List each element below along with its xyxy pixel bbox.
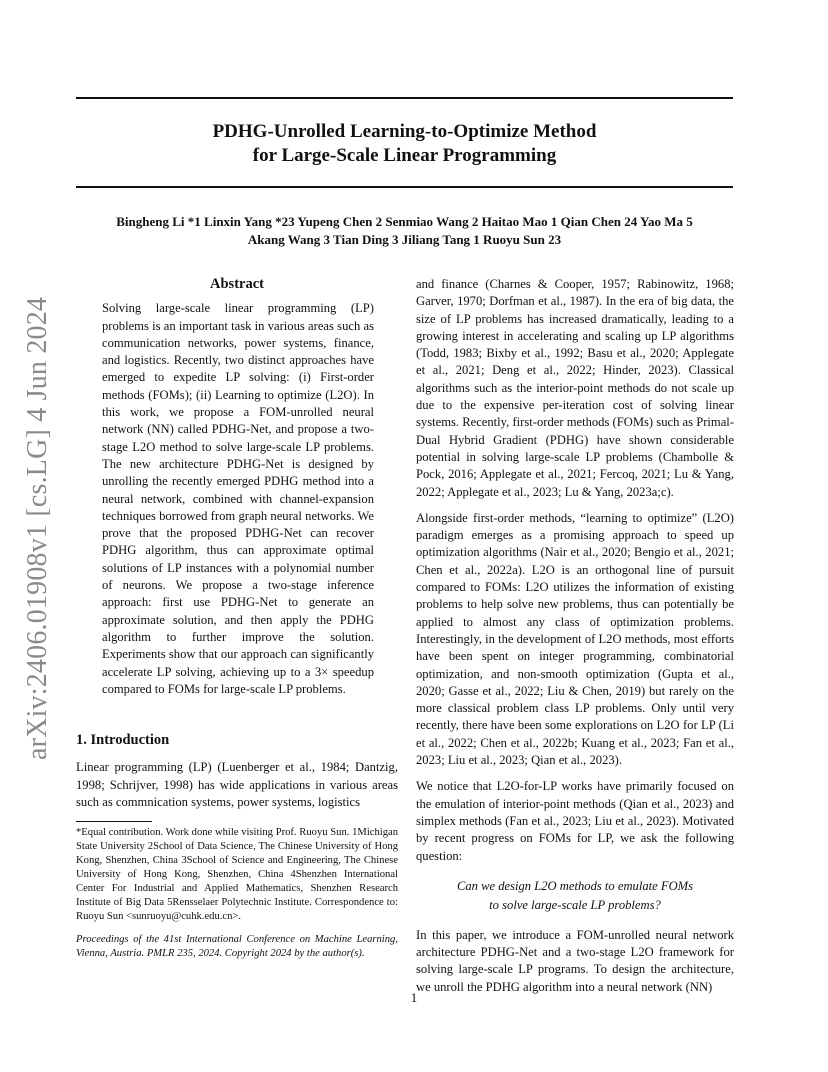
right-paragraph-2: Alongside first-order methods, “learning to optimize” (L2O) paradigm emerges as a promising approach to speed up optimization algorithms (Nair et al., 2020; Bengio et al., 2021; Chen et al., 2022a). L2O is an orthogonal line of pursuit compared to FOMs: L2O utilizes the information of existing problems to help solve new problems, thus can potentially be applied to almost any class of optimization problems. Interestingly, in the development of L2O methods, most efforts have been spent on integer programming, combinatorial optimization, and non-smooth optimization (Gupta et al., 2020; Gasse et al., 2022; Liu & Chen, 2019) but rarely on the more classical problem class LP problems. Only until very recently, there have been some explorations on L2O for LP (Li et al., 2022; Chen et al., 2022b; Kuang et al., 2023; Fan et al., 2023; Liu et al., 2023; Qian et al., 2023).	[416, 510, 734, 768]
authors-line-1: Bingheng Li *1 Linxin Yang *23 Yupeng Chen 2 Senmiao Wang 2 Haitao Mao 1 Qian Chen 24 Yao Ma 5	[116, 214, 693, 229]
left-column	[76, 276, 398, 961]
author-list	[76, 213, 733, 249]
right-paragraph-1: and finance (Charnes & Cooper, 1957; Rabinowitz, 1968; Garver, 1970; Dorfman et al., 1987). In the era of big data, the size of LP problems has increased dramatically, leading to a growing interest in accelerating and scaling up LP algorithms (Todd, 1983; Bixby et al., 1992; Basu et al., 2020; Applegate et al., 2021; Deng et al., 2022; Hinder, 2023). Classical algorithms such as the interior-point methods do not scale up due to the expensive per-iteration cost of solving linear systems. Recently, first-order methods (FOMs) such as Primal-Dual Hybrid Gradient (PDHG) have shown considerable potential in solving large-scale LP problems (Chambolle & Pock, 2016; Applegate et al., 2021; Fercoq, 2021; Lu & Yang, 2022; Applegate et al., 2023; Lu & Yang, 2023a;c).	[416, 277, 734, 499]
abstract-text: Solving large-scale linear programming (LP) problems is an important task in various areas such as communication networks, power systems, finance, and logistics. Recently, two distinct approaches have emerged to expedite LP solving: (i) First-order methods (FOMs); (ii) Learning to optimize (L2O). In this work, we propose a FOM-unrolled neural network (NN) called PDHG-Net, and propose a two-stage L2O method to solve large-scale LP problems. The new architecture PDHG-Net is designed by unrolling the recently emerged PDHG method into a neural network, combined with channel-expansion techniques borrowed from graph neural networks. We prove that the proposed PDHG-Net can recover PDHG algorithm, thus can approximate optimal solutions of LP instances with a polynomial number of neurons. We propose a two-stage inference approach: first use PDHG-Net to generate an approximate solution, and then apply the PDHG algorithm to further improve the solution. Experiments show that our approach can significantly accelerate LP solving, achieving up to a 3× speedup compared to FOMs for large-scale LP problems.	[102, 301, 374, 696]
title-line-2: for Large-Scale Linear Programming	[252, 145, 557, 166]
proceedings-footnote: Proceedings of the 41st International Conference on Machine Learning, Vienna, Austria. PMLR 235, 2024. Copyright 2024 by the author(s).	[76, 934, 398, 960]
footnote-rule	[76, 821, 152, 822]
title-rule-top	[76, 97, 733, 99]
right-paragraph-4: In this paper, we introduce a FOM-unrolled neural network architecture PDHG-Net and a two-stage L2O framework for solving large-scale LP programs. To design the architecture, we unroll the PDHG algorithm into a neural network (NN)	[416, 927, 734, 994]
intro-paragraph-1: Linear programming (LP) (Luenberger et al., 1984; Dantzig, 1998; Schrijver, 1998) has wide applications in various areas such as commnication systems, power systems, logistics	[76, 760, 398, 810]
authors-line-2: Akang Wang 3 Tian Ding 3 Jiliang Tang 1 Ruoyu Sun 23	[247, 232, 562, 247]
right-column	[416, 276, 734, 996]
introduction-heading: 1. Introduction	[76, 732, 170, 749]
affiliation-footnote: *Equal contribution. Work done while visiting Prof. Ruoyu Sun. 1Michigan State University 2School of Data Science, The Chinese University of Hong Kong, Shenzhen, China 3School of Science and Engineering, The Chinese University of Hong Kong, Shenzhen, China 4Shenzhen International Center For Industrial and Applied Mathematics, Shenzhen Research Institute of Big Data 5Rensselaer Polytechnic Institute. Correspondence to: Ruoyu Sun <sunruoyu@cuhk.edu.cn>.	[76, 827, 398, 923]
right-paragraph-3: We notice that L2O-for-LP works have primarily focused on the emulation of interior-point methods (Qian et al., 2023) and simplex methods (Fan et al., 2023; Liu et al., 2023). Motivated by recent progress on FOMs for LP, we ask the following question:	[416, 779, 734, 863]
research-question	[416, 877, 734, 915]
title-line-1: PDHG-Unrolled Learning-to-Optimize Method	[212, 121, 597, 142]
title-rule-bottom	[76, 186, 733, 188]
question-line-2: to solve large-scale LP problems?	[489, 897, 661, 912]
abstract-heading: Abstract	[210, 276, 264, 292]
paper-title	[76, 120, 733, 168]
page-number: 1	[410, 990, 418, 1005]
question-line-1: Can we design L2O methods to emulate FOMs	[456, 878, 694, 893]
arxiv-identifier: arXiv:2406.01908v1 [cs.LG] 4 Jun 2024	[22, 296, 53, 760]
